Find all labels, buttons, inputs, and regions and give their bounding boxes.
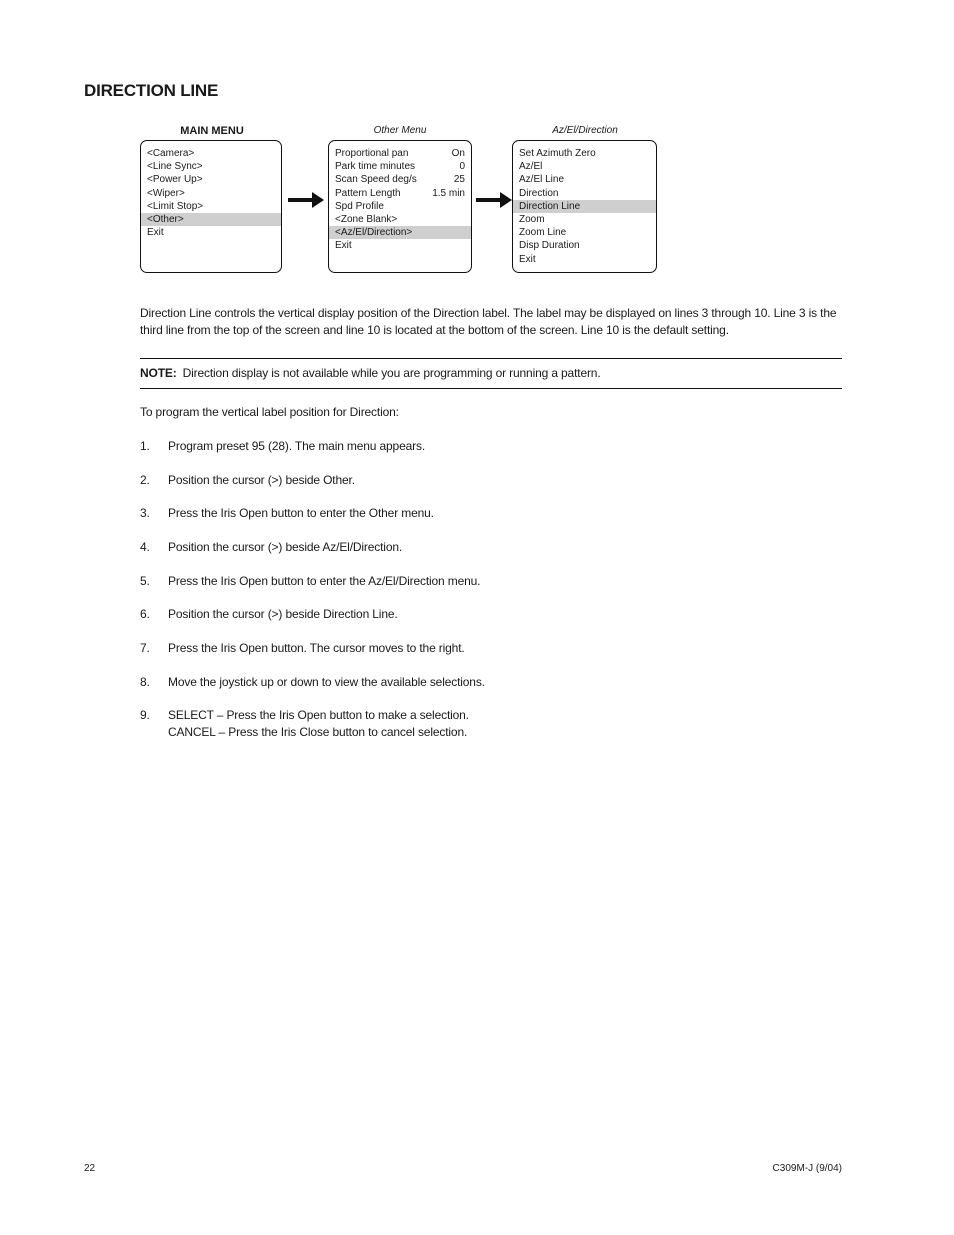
az-el-direction-menu-caption: Az/El/Direction bbox=[552, 125, 618, 136]
menu-row: Pattern Length 1.5 min bbox=[335, 187, 465, 199]
section-heading: DIRECTION LINE bbox=[84, 81, 219, 100]
menu-row-selected: <Az/El/Direction> bbox=[329, 226, 471, 239]
menu-row: Disp Duration bbox=[519, 240, 580, 252]
intro-paragraph: Direction Line controls the vertical display position of the Direction label. The label may be displayed on lines 3 through 10. Line 3 is the third line from the top of the screen and line 10 is located at the bottom of the screen. Line 10 is the default setting. bbox=[140, 306, 837, 337]
menu-row-selected: Direction Line bbox=[513, 200, 656, 213]
menu-row: <Line Sync> bbox=[147, 161, 203, 173]
menu-row: Proportional pan On bbox=[335, 148, 465, 159]
menu-row: <Camera> bbox=[147, 148, 195, 159]
document-id: C309M-J (9/04) bbox=[772, 1163, 842, 1174]
main-menu-caption: MAIN MENU bbox=[180, 125, 244, 137]
note-top-rule bbox=[140, 358, 842, 359]
note-label: NOTE: bbox=[140, 366, 177, 380]
lead-paragraph: To program the vertical label position for Direction: bbox=[140, 405, 399, 419]
main-menu-box bbox=[140, 140, 282, 273]
menu-row: Zoom bbox=[519, 213, 545, 225]
note-block bbox=[140, 366, 601, 380]
menu-row: Spd Profile bbox=[335, 200, 384, 212]
menu-row: Park time minutes 0 bbox=[335, 161, 465, 173]
menu-row-selected: <Other> bbox=[141, 213, 281, 226]
menu-row: Scan Speed deg/s 25 bbox=[335, 174, 465, 186]
menu-row: <Wiper> bbox=[147, 187, 185, 199]
menu-row: Az/El Line bbox=[519, 174, 565, 186]
right-arrow-icon bbox=[288, 192, 324, 208]
menu-row: Zoom Line bbox=[519, 227, 567, 239]
menu-row: <Power Up> bbox=[147, 174, 203, 186]
note-text: Direction display is not available while you are programming or running a pattern. bbox=[182, 366, 601, 380]
menu-row: Exit bbox=[519, 253, 536, 265]
menu-row: Exit bbox=[147, 227, 164, 239]
az-el-direction-menu-box bbox=[512, 140, 657, 273]
page-number: 22 bbox=[84, 1163, 96, 1174]
note-bottom-rule bbox=[140, 388, 842, 389]
menu-row: Exit bbox=[335, 240, 352, 252]
right-arrow-icon bbox=[476, 192, 512, 208]
menu-row: Direction bbox=[519, 187, 559, 199]
other-menu-caption: Other Menu bbox=[373, 125, 427, 136]
menu-row: Az/El bbox=[519, 161, 543, 173]
menu-row: <Zone Blank> bbox=[335, 213, 398, 225]
other-menu-box bbox=[328, 140, 472, 273]
menu-row: <Limit Stop> bbox=[147, 200, 204, 212]
menu-row: Set Azimuth Zero bbox=[519, 148, 596, 159]
